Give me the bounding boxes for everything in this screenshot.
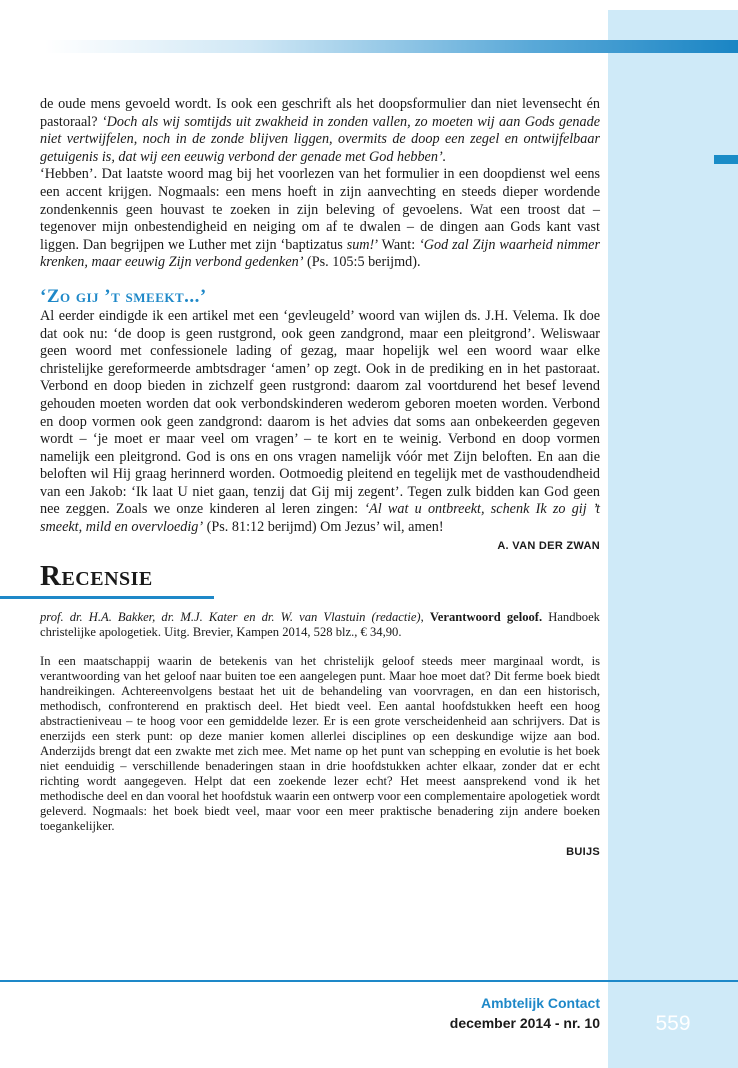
- review-header: [40, 558, 600, 598]
- sidebar-tab-marker: [714, 155, 738, 164]
- review-title-rule: [0, 596, 214, 599]
- article-paragraph-1: [40, 96, 600, 166]
- text-run: de oude mens gevoeld wordt. Is ook een geschrift als het doopsformulier dan niet levensecht én pastoraal?: [40, 96, 600, 130]
- article-paragraph-3: [40, 308, 600, 537]
- text-run: ,: [420, 609, 430, 624]
- text-run: (Ps. 105:5 berijmd).: [303, 254, 421, 271]
- review-body: In een maatschappij waarin de betekenis van het christelijk geloof steeds meer marginaal wordt, is verantwoording van het geloof naar buiten toe een aangelegen punt. Maar hoe moet dat? Dit ferme boek biedt handreikingen. Achtereenvolgens bestaat het uit de behandeling van voorvragen, en dan een historisch, methodisch, confronterend en praktisch deel. Het biedt veel. Een aantal hoofdstukken heeft een hoog abstractieniveau – te hoog voor een gemiddelde lezer. Er is een grote verscheidenheid aan schrijvers. Dat is enerzijds een sterk punt: op deze manier komen allerlei disciplines op een deskundige wijze aan bod. Anderzijds brengt dat een zwakte met zich mee. Met name op het punt van schepping en evolutie is het boek niet eenduidig – verschillende benaderingen staan in drie hoofdstukken achter elkaar, zonder dat er echt richting wordt aangegeven. Helpt dat een zoekende lezer echt? Het meest aansprekend vond ik het methodische deel en dan vooral het hoofdstuk waarin een ontwerp voor een complementaire apologetiek wordt geleverd. Nogmaals: het boek biedt veel, maar voor een meer praktische benadering zijn andere boeken toegankelijker.: [40, 653, 600, 833]
- text-run: (Ps. 81:12 berijmd) Om Jezus’ wil, amen!: [203, 519, 444, 536]
- review-book-info: [40, 610, 600, 640]
- review-book-details: Handboek christelijke apologetiek. Uitg. Brevier, Kampen 2014, 528 blz., € 34,90.: [40, 609, 600, 639]
- page-sidebar: [608, 10, 738, 1068]
- review-book-title: Verantwoord geloof.: [429, 609, 543, 624]
- quote-run: ‘Al wat u ontbreekt, schenk Ik zo gij ’t smeekt, mild en overvloedig’: [40, 501, 601, 536]
- quote-run: ‘God zal Zijn waarheid nimmer krenken, maar eeuwig Zijn verbond gedenken’: [40, 236, 600, 271]
- page-content: [40, 96, 600, 858]
- quote-run: sum!: [346, 236, 375, 253]
- footer-rule: [0, 980, 738, 982]
- footer-issue: december 2014 - nr. 10: [449, 1015, 600, 1031]
- review-byline: BUIJS: [566, 845, 600, 858]
- top-gradient-band: [45, 40, 738, 53]
- article-byline: A. VAN DER ZWAN: [497, 539, 600, 552]
- review-authors: prof. dr. H.A. Bakker, dr. M.J. Kater en dr. W. van Vlastuin (redactie): [40, 609, 421, 624]
- review-title: Recensie: [40, 559, 153, 592]
- text-run: ’ Want:: [374, 236, 420, 253]
- quote-run: ‘Doch als wij somtijds uit zwakheid in zonden vallen, zo moeten wij aan Gods genade niet vertwijfelen, noch in de zonde blijven liggen, overmits de doop een zegel en ontwijfelbaar getuigenis is, dat wij een eeuwig verbond der genade met God hebben’.: [40, 113, 600, 165]
- text-run: ‘Hebben’. Dat laatste woord mag bij het voorlezen van het formulier in een doopdienst wel eens een accent krijgen. Nogmaals: een mens hoeft in zijn aanvechting en steeds dieper wordende zondenkennis geen houvast te zoeken in zijn beleving of gevoelens. Wat een troost dat – tegenover mijn onbestendigheid en neiging om af te dwalen – de dingen aan Gods kant vast liggen. Dan begrijpen we Luther met zijn ‘baptizatus: [40, 166, 600, 253]
- page-number: 559: [655, 1012, 691, 1035]
- section-heading: ‘Zo gij ’t smeekt...’: [40, 285, 207, 307]
- footer-magazine-name: Ambtelijk Contact: [480, 995, 600, 1011]
- text-run: Al eerder eindigde ik een artikel met een ‘gevleugeld’ woord van wijlen ds. J.H. Velema. Ik doe dat ook nu: ‘de doop is geen rustgrond, ook geen zandgrond, maar een pleitgrond’. Weliswaar geen woord met confessionele lading of gezag, maar hopelijk wel een woord waar elke christelijke gereformeerde ambtsdrager ‘amen’ op zegt. Ook in de prediking en in het pastoraat. Verbond en doop bieden in zichzelf geen rustgrond: daarom zal voortdurend het besef levend gehouden moeten worden dat ook verbondskinderen wederom geboren moeten worden. Verbond en doop vormen ook geen zandgrond: daarom is het advies dat soms aan onbekeerden gegeven wordt – ‘je moet er maar veel om vragen’ – te kort en te weinig. Verbond en doop vormen namelijk een pleitgrond. God is ons en ons vragen namelijk vóór met Zijn beloften. En aan die beloften wil Hij graag herinnerd worden. Ootmoedig pleitend en tegelijk met de vasthoudendheid van een Jakob: ‘Ik laat U niet gaan, tenzij dat Gij mij zegent’. Tegen zulk bidden kan God geen nee zeggen. Zoals we onze kinderen al leren zingen:: [40, 307, 600, 518]
- article-paragraph-2: [40, 166, 600, 272]
